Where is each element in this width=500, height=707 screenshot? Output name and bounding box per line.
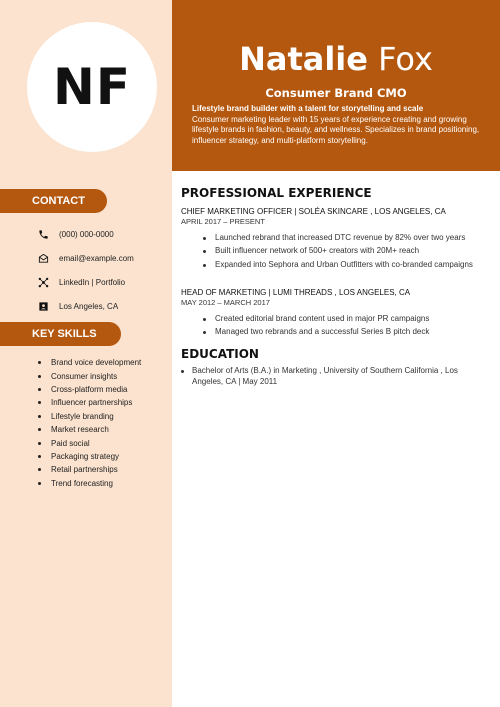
job-dates: MAY 2012 – MARCH 2017 [181, 297, 270, 307]
skill-item: Cross-platform media [38, 383, 170, 396]
first-name: Natalie [239, 40, 368, 78]
job-bullet [203, 327, 481, 337]
contact-location [37, 294, 167, 318]
job-bullet [203, 260, 481, 270]
contact-heading: CONTACT [0, 189, 107, 213]
summary-headline: Lifestyle brand builder with a talent for storytelling and scale [192, 104, 424, 113]
job-title: Consumer Brand CMO [265, 86, 407, 100]
experience-heading: PROFESSIONAL EXPERIENCE [181, 186, 372, 200]
skill-item: Brand voice development [38, 356, 170, 369]
contact-links [37, 270, 167, 294]
job-title-line: HEAD OF MARKETING | LUMI THREADS , LOS ANGELES, CA [181, 287, 411, 297]
skills-list [38, 356, 170, 490]
skill-item: Lifestyle branding [38, 410, 170, 423]
skill-item: Packaging strategy [38, 450, 170, 463]
contact-phone-text: (000) 000-0000 [59, 229, 114, 239]
skill-item: Market research [38, 423, 170, 436]
skill-item: Consumer insights [38, 369, 170, 382]
summary-text: Consumer marketing leader with 15 years of experience creating and growing lifestyle brands in fashion, beauty, and wellness. Specializes in brand positioning, influencer strategy, and multi-platform storytelling. [192, 114, 480, 145]
skill-item: Trend forecasting [38, 477, 170, 490]
job-bullets [181, 233, 481, 270]
education-item-text: Bachelor of Arts (B.A.) in Marketing , University of Southern California , Los Angeles, CA | May 2011 [192, 366, 458, 386]
candidate-name [172, 40, 500, 78]
job-bullet-text: Managed two rebrands and a successful Series B pitch deck [215, 327, 430, 337]
skill-item: Influencer partnerships [38, 396, 170, 409]
job-bullet [203, 314, 481, 324]
education-item [181, 366, 481, 387]
last-name: Fox [378, 40, 433, 78]
main-content [181, 186, 481, 387]
job-bullet-text: Launched rebrand that increased DTC revenue by 82% over two years [215, 233, 466, 242]
job-bullet-text: Expanded into Sephora and Urban Outfitters with co-branded campaigns [215, 259, 473, 269]
avatar-initials: NF [52, 58, 131, 116]
email-icon [37, 252, 49, 264]
job-bullet-text: Created editorial brand content used in major PR campaigns [215, 313, 430, 323]
phone-icon [37, 228, 49, 240]
job-title-line: CHIEF MARKETING OFFICER | SOLÉA SKINCARE , LOS ANGELES, CA [181, 207, 446, 216]
avatar [27, 22, 157, 152]
job-bullet-text: Built influencer network of 500+ creators with 20M+ reach [215, 246, 420, 256]
job-bullet [203, 246, 481, 256]
contact-email-text[interactable]: email@example.com [59, 253, 134, 263]
job-dates: APRIL 2017 – PRESENT [181, 217, 265, 226]
skills-heading: KEY SKILLS [0, 322, 121, 346]
job-entry [181, 288, 481, 337]
contact-phone [37, 222, 167, 246]
contact-list [37, 222, 167, 318]
contact-links-text[interactable]: LinkedIn | Portfolio [59, 277, 126, 287]
skill-item: Paid social [38, 436, 170, 449]
summary [192, 104, 482, 146]
skill-item: Retail partnerships [38, 463, 170, 476]
location-icon [37, 300, 49, 312]
job-bullet [203, 233, 481, 243]
contact-email [37, 246, 167, 270]
job-bullets [181, 314, 481, 337]
network-icon [37, 276, 49, 288]
job-entry [181, 207, 481, 270]
education-list [181, 366, 481, 387]
contact-location-text: Los Angeles, CA [59, 301, 119, 311]
education-heading: EDUCATION [181, 347, 259, 362]
